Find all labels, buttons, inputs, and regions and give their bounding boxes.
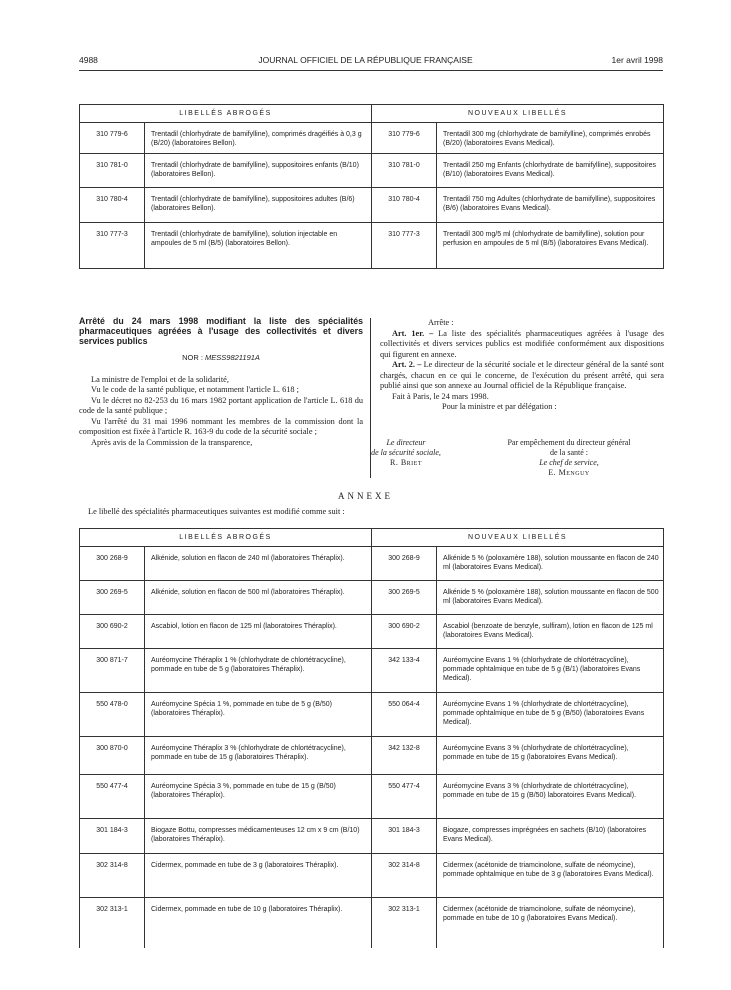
article-2-label: Art. 2. –	[392, 360, 422, 369]
table-row	[80, 898, 664, 948]
old-code: 300 870-0	[80, 737, 145, 775]
signatory-right-title: Le chef de service,	[539, 458, 599, 467]
new-code: 550 064-4	[372, 693, 437, 737]
column-header-new-labels: NOUVEAUX LIBELLÉS	[372, 529, 664, 547]
signatory-left-name: R. Briet	[389, 458, 422, 467]
old-code: 300 690-2	[80, 615, 145, 649]
new-code: 310 781-0	[372, 154, 437, 188]
header-rule	[79, 70, 663, 71]
old-code: 310 781-0	[80, 154, 145, 188]
table-row	[80, 581, 664, 615]
table-row	[80, 547, 664, 581]
signatory-right-line1: Par empêchement du directeur général	[507, 438, 631, 447]
column-header-new-labels: NOUVEAUX LIBELLÉS	[372, 105, 664, 123]
article-1-text: La liste des spécialités pharmaceutiques agréées à l'usage des collectivités et divers services publics est modifiée conformément aux dispositions qui figurent en annexe.	[380, 328, 664, 359]
new-code: 342 133-4	[372, 649, 437, 693]
old-code: 302 314-8	[80, 854, 145, 898]
new-code: 302 314-8	[372, 854, 437, 898]
nor-reference	[79, 353, 363, 364]
journal-title: JOURNAL OFFICIEL DE LA RÉPUBLIQUE FRANÇAISE	[258, 55, 473, 65]
old-code: 300 269-5	[80, 581, 145, 615]
old-label: Trentadil (chlorhydrate de bamifylline), comprimés dragéifiés à 0,3 g (B/20) (laboratoires Bellon).	[145, 123, 372, 154]
old-label: Auréomycine Spécia 1 %, pommade en tube de 5 g (B/50) (laboratoires Théraplix).	[145, 693, 372, 737]
table-row	[80, 693, 664, 737]
new-label: Trentadil 750 mg Adultes (chlorhydrate de bamifylline), suppositoires (B/6) (laboratoires Evans Medical).	[437, 188, 664, 223]
new-code: 550 477-4	[372, 775, 437, 819]
new-label: Auréomycine Evans 3 % (chlorhydrate de chlortétracycline), pommade en tube de 15 g (laboratoires Evans Medical).	[437, 737, 664, 775]
preamble-line: Après avis de la Commission de la transparence,	[91, 437, 253, 447]
issue-date: 1er avril 1998	[611, 55, 663, 65]
signatory-left-service: de la sécurité sociale,	[371, 448, 441, 457]
article-2-text: Le directeur de la sécurité sociale et le directeur général de la santé sont chargés, chacun en ce qui le concerne, de l'exécution du présent arrêté, qui sera publié ainsi que son annexe au Journal officiel de la République française.	[380, 360, 664, 390]
decree-right-column	[380, 318, 664, 413]
new-label: Trentadil 250 mg Enfants (chlorhydrate de bamifylline), suppositoires (B/10) (laboratoires Evans Medical).	[437, 154, 664, 188]
table-row	[80, 123, 664, 154]
table-row	[80, 188, 664, 223]
old-label: Auréomycine Théraplix 3 % (chlorhydrate de chlortétracycline), pommade en tube de 15 g (laboratoires Théraplix).	[145, 737, 372, 775]
old-code: 300 268-9	[80, 547, 145, 581]
table-row	[80, 649, 664, 693]
new-label: Biogaze, compresses imprégnées en sachets (B/10) (laboratoires Evans Medical).	[437, 819, 664, 854]
delegation-line: Pour la ministre et par délégation :	[442, 402, 557, 411]
nor-code: MESS9821191A	[205, 353, 260, 362]
new-label: Trentadil 300 mg (chlorhydrate de bamifylline), comprimés enrobés (B/20) (laboratoires Evans Medical).	[437, 123, 664, 154]
annexe-heading: ANNEXE	[338, 491, 393, 501]
new-code: 301 184-3	[372, 819, 437, 854]
first-amendment-table	[79, 104, 664, 269]
old-label: Biogaze Bottu, compresses médicamenteuses 12 cm x 9 cm (B/10) (laboratoires Théraplix).	[145, 819, 372, 854]
signature-block	[346, 435, 664, 478]
signatory-right-name: E. Menguy	[548, 468, 590, 477]
old-label: Auréomycine Théraplix 1 % (chlorhydrate de chlortétracycline), pommade en tube de 5 g (laboratoires Théraplix).	[145, 649, 372, 693]
table-row	[80, 154, 664, 188]
old-label: Alkénide, solution en flacon de 500 ml (laboratoires Théraplix).	[145, 581, 372, 615]
old-label: Cidermex, pommade en tube de 3 g (laboratoires Théraplix).	[145, 854, 372, 898]
new-label: Cidermex (acétonide de triamcinolone, sulfate de néomycine), pommade ophtalmique en tube de 3 g (laboratoires Evans Medical).	[437, 854, 664, 898]
new-label: Alkénide 5 % (poloxamère 188), solution moussante en flacon de 240 ml (laboratoires Evans Medical).	[437, 547, 664, 581]
old-label: Trentadil (chlorhydrate de bamifylline), suppositoires adultes (B/6) (laboratoires Bellon).	[145, 188, 372, 223]
new-code: 310 780-4	[372, 188, 437, 223]
old-code: 310 780-4	[80, 188, 145, 223]
new-label: Trentadil 300 mg/5 ml (chlorhydrate de bamifylline), solution pour perfusion en ampoules de 5 ml (B/5) (laboratoires Evans Medical).	[437, 223, 664, 269]
page-number: 4988	[79, 55, 98, 65]
new-label: Auréomycine Evans 1 % (chlorhydrate de chlortétracycline), pommade ophtalmique en tube de 5 g (B/50) (laboratoires Evans Medical).	[437, 693, 664, 737]
table-row	[80, 223, 664, 269]
new-code: 302 313-1	[372, 898, 437, 948]
old-label: Ascabiol, lotion en flacon de 125 ml (laboratoires Théraplix).	[145, 615, 372, 649]
annexe-table	[79, 528, 664, 948]
new-label: Cidermex (acétonide de triamcinolone, sulfate de néomycine), pommade en tube de 10 g (laboratoires Evans Medical).	[437, 898, 664, 948]
old-label: Trentadil (chlorhydrate de bamifylline), suppositoires enfants (B/10) (laboratoires Bellon).	[145, 154, 372, 188]
new-label: Auréomycine Evans 1 % (chlorhydrate de chlortétracycline), pommade ophtalmique en tube de 5 g (B/1) (laboratoires Evans Medical).	[437, 649, 664, 693]
decree-title: Arrêté du 24 mars 1998 modifiant la liste des spécialités pharmaceutiques agréées à l'usage des collectivités et divers services publics	[79, 316, 363, 346]
table-row	[80, 854, 664, 898]
new-code: 300 690-2	[372, 615, 437, 649]
table-row	[80, 775, 664, 819]
new-label: Auréomycine Evans 3 % (chlorhydrate de chlortétracycline), pommade en tube de 15 g (B/50) laboratoires Evans Medical).	[437, 775, 664, 819]
old-label: Auréomycine Spécia 3 %, pommade en tube de 15 g (B/50) (laboratoires Théraplix).	[145, 775, 372, 819]
new-code: 300 268-9	[372, 547, 437, 581]
signatory-left-title: Le directeur	[386, 438, 426, 447]
old-code: 310 777-3	[80, 223, 145, 269]
new-code: 342 132-8	[372, 737, 437, 775]
signatory-right-line2: de la santé :	[550, 448, 588, 457]
old-code: 310 779-6	[80, 123, 145, 154]
table-row	[80, 737, 664, 775]
old-label: Trentadil (chlorhydrate de bamifylline), solution injectable en ampoules de 5 ml (B/5) (laboratoires Bellon).	[145, 223, 372, 269]
article-1-label: Art. 1er. –	[392, 328, 434, 338]
preamble-line: La ministre de l'emploi et de la solidarité,	[91, 374, 229, 384]
signature-place-date: Fait à Paris, le 24 mars 1998.	[392, 391, 489, 401]
new-code: 310 779-6	[372, 123, 437, 154]
old-code: 550 477-4	[80, 775, 145, 819]
new-code: 310 777-3	[372, 223, 437, 269]
nor-label: NOR :	[182, 353, 203, 362]
column-header-old-labels: LIBELLÉS ABROGÉS	[80, 105, 372, 123]
arrete-heading: Arrête :	[428, 318, 454, 327]
new-code: 300 269-5	[372, 581, 437, 615]
preamble-line: Vu l'arrêté du 31 mai 1996 nommant les membres de la commission dont la composition est fixée à l'article R. 163-9 du code de la sécurité sociale ;	[79, 416, 363, 436]
new-label: Ascabiol (benzoate de benzyle, sulfiram), lotion en flacon de 125 ml (laboratoires Evans Medical).	[437, 615, 664, 649]
annexe-intro: Le libellé des spécialités pharmaceutiques suivantes est modifié comme suit :	[88, 507, 345, 516]
table-row	[80, 615, 664, 649]
table-row	[80, 819, 664, 854]
column-header-old-labels: LIBELLÉS ABROGÉS	[80, 529, 372, 547]
old-label: Cidermex, pommade en tube de 10 g (laboratoires Théraplix).	[145, 898, 372, 948]
preamble-line: Vu le décret no 82-253 du 16 mars 1982 portant application de l'article L. 618 du code de la santé publique ;	[79, 395, 363, 415]
old-code: 301 184-3	[80, 819, 145, 854]
preamble-line: Vu le code de la santé publique, et notamment l'article L. 618 ;	[91, 385, 299, 394]
old-label: Alkénide, solution en flacon de 240 ml (laboratoires Théraplix).	[145, 547, 372, 581]
new-label: Alkénide 5 % (poloxamère 188), solution moussante en flacon de 500 ml (laboratoires Evans Medical).	[437, 581, 664, 615]
old-code: 302 313-1	[80, 898, 145, 948]
decree-left-column	[79, 316, 363, 448]
old-code: 300 871-7	[80, 649, 145, 693]
old-code: 550 478-0	[80, 693, 145, 737]
